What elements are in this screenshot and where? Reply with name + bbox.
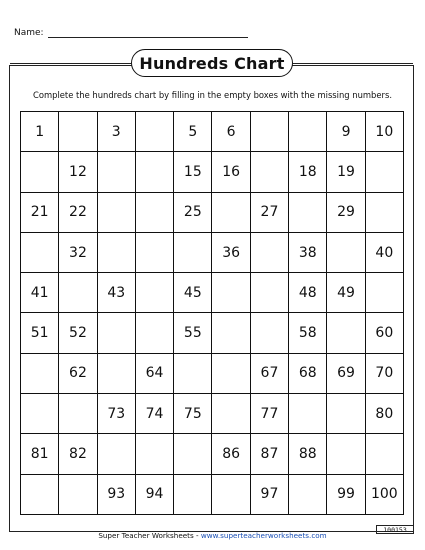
grid-cell-empty[interactable] <box>21 475 59 515</box>
grid-cell-filled: 51 <box>21 313 59 353</box>
grid-cell-filled: 43 <box>98 273 136 313</box>
grid-cell-empty[interactable] <box>327 434 365 474</box>
grid-cell-empty[interactable] <box>251 112 289 152</box>
grid-cell-filled: 82 <box>59 434 97 474</box>
name-blank-line[interactable] <box>48 28 248 38</box>
grid-cell-filled: 19 <box>327 152 365 192</box>
grid-cell-empty[interactable] <box>251 313 289 353</box>
grid-cell-filled: 97 <box>251 475 289 515</box>
grid-cell-filled: 25 <box>174 193 212 233</box>
grid-cell-empty[interactable] <box>136 112 174 152</box>
grid-cell-filled: 1 <box>21 112 59 152</box>
grid-cell-empty[interactable] <box>21 394 59 434</box>
grid-cell-filled: 29 <box>327 193 365 233</box>
grid-cell-filled: 21 <box>21 193 59 233</box>
grid-cell-filled: 5 <box>174 112 212 152</box>
grid-cell-empty[interactable] <box>21 233 59 273</box>
grid-cell-filled: 69 <box>327 354 365 394</box>
grid-cell-empty[interactable] <box>212 313 250 353</box>
grid-cell-filled: 41 <box>21 273 59 313</box>
grid-cell-empty[interactable] <box>136 152 174 192</box>
grid-cell-filled: 70 <box>366 354 404 394</box>
grid-cell-filled: 15 <box>174 152 212 192</box>
grid-cell-filled: 3 <box>98 112 136 152</box>
grid-cell-empty[interactable] <box>98 152 136 192</box>
grid-cell-empty[interactable] <box>21 354 59 394</box>
grid-cell-empty[interactable] <box>174 354 212 394</box>
grid-cell-empty[interactable] <box>212 394 250 434</box>
grid-cell-filled: 77 <box>251 394 289 434</box>
grid-cell-empty[interactable] <box>289 394 327 434</box>
page-title <box>131 49 293 77</box>
grid-cell-empty[interactable] <box>98 233 136 273</box>
grid-cell-filled: 80 <box>366 394 404 434</box>
footer-url-link[interactable]: www.superteacherworksheets.com <box>200 531 327 540</box>
grid-cell-filled: 10 <box>366 112 404 152</box>
grid-cell-filled: 86 <box>212 434 250 474</box>
name-label: Name: <box>14 28 44 38</box>
grid-cell-filled: 88 <box>289 434 327 474</box>
grid-cell-filled: 93 <box>98 475 136 515</box>
grid-cell-filled: 60 <box>366 313 404 353</box>
grid-cell-empty[interactable] <box>136 313 174 353</box>
grid-cell-empty[interactable] <box>98 434 136 474</box>
grid-cell-filled: 73 <box>98 394 136 434</box>
grid-cell-empty[interactable] <box>251 233 289 273</box>
grid-cell-filled: 38 <box>289 233 327 273</box>
footer-separator: - <box>193 531 201 540</box>
grid-cell-filled: 9 <box>327 112 365 152</box>
grid-cell-filled: 16 <box>212 152 250 192</box>
grid-cell-empty[interactable] <box>327 394 365 434</box>
grid-cell-empty[interactable] <box>136 273 174 313</box>
grid-cell-filled: 74 <box>136 394 174 434</box>
grid-cell-filled: 48 <box>289 273 327 313</box>
grid-cell-empty[interactable] <box>174 233 212 273</box>
grid-cell-empty[interactable] <box>366 193 404 233</box>
title-rule-right <box>293 63 413 64</box>
grid-cell-empty[interactable] <box>174 475 212 515</box>
grid-cell-filled: 81 <box>21 434 59 474</box>
grid-cell-filled: 62 <box>59 354 97 394</box>
grid-cell-empty[interactable] <box>98 193 136 233</box>
instructions-text: Complete the hundreds chart by filling in the empty boxes with the missing numbers. <box>33 90 392 100</box>
grid-cell-filled: 49 <box>327 273 365 313</box>
footer-site-name: Super Teacher Worksheets <box>98 531 194 540</box>
grid-cell-empty[interactable] <box>212 354 250 394</box>
grid-cell-filled: 100 <box>366 475 404 515</box>
grid-cell-filled: 55 <box>174 313 212 353</box>
grid-cell-filled: 18 <box>289 152 327 192</box>
grid-cell-filled: 75 <box>174 394 212 434</box>
page-title-text: Hundreds Chart <box>139 53 285 73</box>
grid-cell-empty[interactable] <box>366 152 404 192</box>
grid-cell-empty[interactable] <box>366 434 404 474</box>
grid-cell-empty[interactable] <box>98 313 136 353</box>
grid-cell-filled: 45 <box>174 273 212 313</box>
grid-cell-filled: 94 <box>136 475 174 515</box>
grid-cell-empty[interactable] <box>21 152 59 192</box>
title-rule-left <box>10 63 131 64</box>
grid-cell-empty[interactable] <box>327 233 365 273</box>
grid-cell-empty[interactable] <box>251 273 289 313</box>
grid-cell-empty[interactable] <box>289 475 327 515</box>
name-field <box>14 28 248 38</box>
grid-cell-filled: 6 <box>212 112 250 152</box>
grid-cell-filled: 68 <box>289 354 327 394</box>
grid-cell-empty[interactable] <box>289 193 327 233</box>
grid-cell-empty[interactable] <box>136 233 174 273</box>
grid-cell-empty[interactable] <box>327 313 365 353</box>
grid-cell-empty[interactable] <box>174 434 212 474</box>
grid-cell-filled: 12 <box>59 152 97 192</box>
grid-cell-filled: 40 <box>366 233 404 273</box>
worksheet-code: 100153 <box>376 525 414 534</box>
grid-cell-filled: 32 <box>59 233 97 273</box>
grid-cell-empty[interactable] <box>59 475 97 515</box>
footer-credit <box>0 531 425 540</box>
grid-cell-empty[interactable] <box>289 112 327 152</box>
grid-cell-empty[interactable] <box>366 273 404 313</box>
grid-cell-empty[interactable] <box>212 273 250 313</box>
grid-cell-empty[interactable] <box>212 475 250 515</box>
grid-cell-empty[interactable] <box>59 394 97 434</box>
grid-cell-filled: 67 <box>251 354 289 394</box>
grid-cell-empty[interactable] <box>59 273 97 313</box>
grid-cell-filled: 99 <box>327 475 365 515</box>
grid-cell-empty[interactable] <box>251 152 289 192</box>
grid-cell-filled: 36 <box>212 233 250 273</box>
grid-cell-filled: 58 <box>289 313 327 353</box>
grid-cell-empty[interactable] <box>98 354 136 394</box>
grid-cell-empty[interactable] <box>136 193 174 233</box>
grid-cell-empty[interactable] <box>136 434 174 474</box>
grid-cell-filled: 64 <box>136 354 174 394</box>
grid-cell-filled: 27 <box>251 193 289 233</box>
grid-cell-filled: 52 <box>59 313 97 353</box>
grid-cell-empty[interactable] <box>59 112 97 152</box>
grid-cell-empty[interactable] <box>212 193 250 233</box>
grid-cell-filled: 22 <box>59 193 97 233</box>
hundreds-grid <box>20 111 404 515</box>
grid-cell-filled: 87 <box>251 434 289 474</box>
